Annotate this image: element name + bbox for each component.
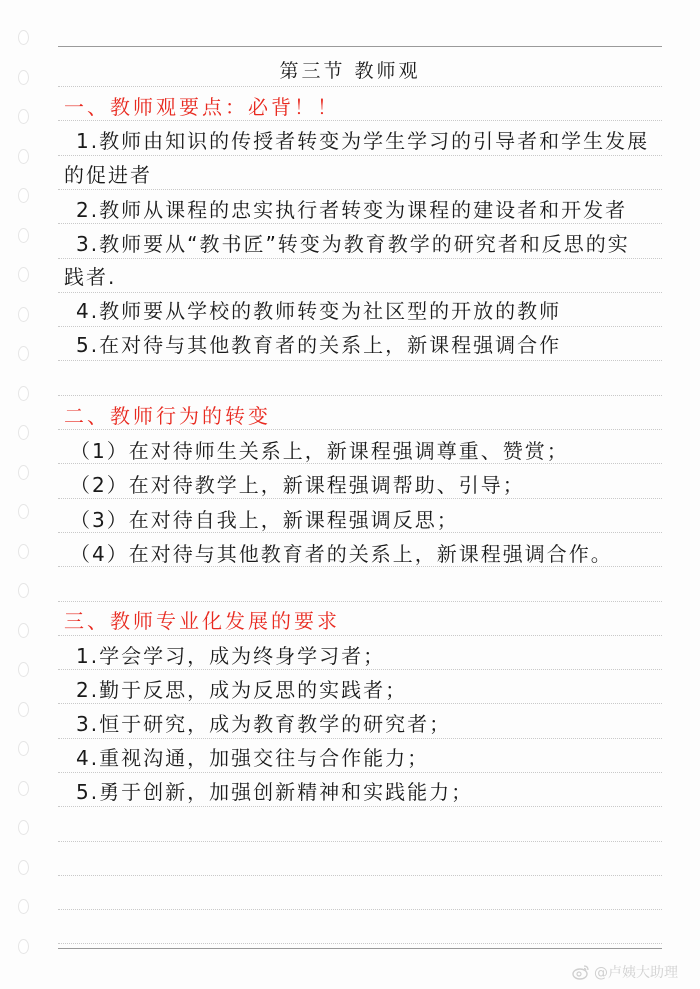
- binder-hole: [18, 504, 29, 519]
- section-1-heading: 一、教师观要点：必背！！: [64, 95, 340, 119]
- weibo-watermark: [572, 961, 678, 983]
- binder-hole: [18, 30, 29, 45]
- binder-hole: [18, 188, 29, 203]
- binder-hole: [18, 702, 29, 717]
- binder-hole: [18, 109, 29, 124]
- section-1-line-7: 5.在对待与其他教育者的关系上，新课程强调合作: [76, 333, 562, 357]
- binder-hole: [18, 346, 29, 361]
- rule-line: [58, 189, 662, 190]
- rule-line: [58, 703, 662, 704]
- rule-line: [58, 772, 662, 773]
- binder-hole: [18, 860, 29, 875]
- section-3-heading: 三、教师专业化发展的要求: [64, 609, 340, 633]
- rule-line: [58, 429, 662, 430]
- rule-line: [58, 909, 662, 910]
- section-2-heading: 二、教师行为的转变: [64, 404, 271, 428]
- binder-hole: [18, 781, 29, 796]
- rule-line-solid: [58, 46, 662, 47]
- binder-holes: [0, 0, 40, 989]
- section-2-line-3: （3）在对待自我上，新课程强调反思；: [70, 508, 459, 532]
- section-2-line-4: （4）在对待与其他教育者的关系上，新课程强调合作。: [70, 542, 613, 566]
- rule-line: [58, 635, 662, 636]
- section-3-line-5: 5.勇于创新，加强创新精神和实践能力；: [76, 780, 474, 804]
- section-3-line-4: 4.重视沟通，加强交往与合作能力；: [76, 746, 430, 770]
- binder-hole: [18, 425, 29, 440]
- rule-line-solid: [58, 948, 662, 949]
- binder-hole: [18, 228, 29, 243]
- binder-hole: [18, 307, 29, 322]
- page-title: 第三节 教师观: [279, 60, 421, 82]
- rule-line: [58, 498, 662, 499]
- rule-line: [58, 738, 662, 739]
- binder-hole: [18, 465, 29, 480]
- section-1-line-3: 2.教师从课程的忠实执行者转变为课程的建设者和开发者: [76, 198, 628, 222]
- rule-line: [58, 326, 662, 327]
- rule-line: [58, 120, 662, 121]
- rule-line: [58, 841, 662, 842]
- section-3-line-1: 1.学会学习，成为终身学习者；: [76, 644, 386, 668]
- binder-hole: [18, 386, 29, 401]
- binder-hole: [18, 741, 29, 756]
- binder-hole: [18, 623, 29, 638]
- section-1-line-5: 践者.: [64, 265, 117, 289]
- weibo-icon: [572, 964, 590, 980]
- section-3-line-2: 2.勤于反思，成为反思的实践者；: [76, 678, 408, 702]
- rule-line: [58, 258, 662, 259]
- binder-hole: [18, 939, 29, 954]
- section-1-line-4: 3.教师要从“教书匠”转变为教育教学的研究者和反思的实: [76, 232, 630, 256]
- section-1-line-6: 4.教师要从学校的教师转变为社区型的开放的教师: [76, 299, 562, 323]
- binder-hole: [18, 149, 29, 164]
- section-1-line-2: 的促进者: [64, 163, 152, 187]
- binder-hole: [18, 662, 29, 677]
- binder-hole: [18, 267, 29, 282]
- section-3-line-3: 3.恒于研究，成为教育教学的研究者；: [76, 712, 452, 736]
- section-2-line-2: （2）在对待教学上，新课程强调帮助、引导；: [70, 473, 525, 497]
- rule-line: [58, 806, 662, 807]
- rule-line: [58, 360, 662, 361]
- rule-line: [58, 875, 662, 876]
- rule-line: [58, 395, 662, 396]
- binder-hole: [18, 544, 29, 559]
- rule-line: [58, 223, 662, 224]
- rule-line: [58, 943, 662, 944]
- rule-line: [58, 155, 662, 156]
- section-2-line-1: （1）在对待师生关系上，新课程强调尊重、赞赏；: [70, 439, 569, 463]
- rule-line: [58, 669, 662, 670]
- binder-hole: [18, 820, 29, 835]
- rule-line: [58, 601, 662, 602]
- section-1-line-1: 1.教师由知识的传授者转变为学生学习的引导者和学生发展: [76, 129, 650, 153]
- binder-hole: [18, 899, 29, 914]
- watermark-text: @卢姨大助理: [594, 965, 678, 981]
- rule-line: [58, 292, 662, 293]
- rule-line: [58, 86, 662, 87]
- binder-hole: [18, 583, 29, 598]
